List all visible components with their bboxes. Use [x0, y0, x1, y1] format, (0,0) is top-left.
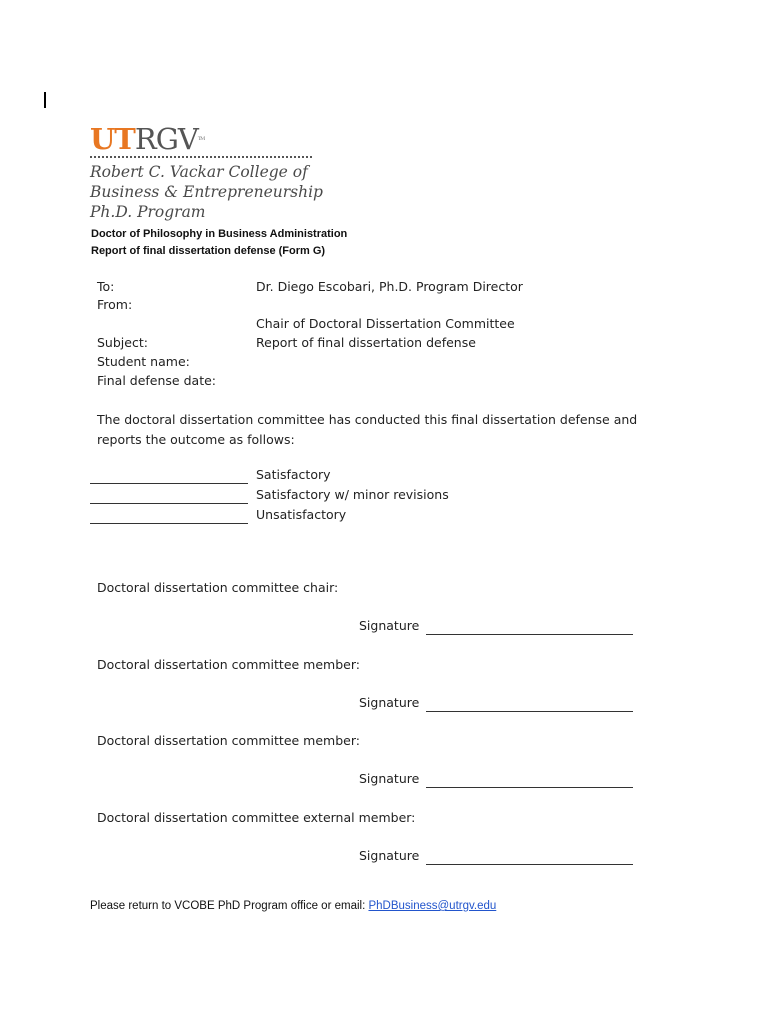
program-title: Doctor of Philosophy in Business Administration [91, 228, 348, 240]
logo-ut: UT [90, 122, 135, 156]
from-value: Chair of Doctoral Dissertation Committee [256, 316, 515, 331]
subject-label: Subject: [97, 335, 148, 350]
chair-signature-line[interactable] [426, 634, 633, 635]
outcome-minor-revisions: Satisfactory w/ minor revisions [256, 487, 449, 502]
external-member-signature-label: Signature [359, 848, 420, 863]
college-name-line1: Robert C. Vackar College of [90, 163, 308, 181]
form-title: Report of final dissertation defense (Form G) [91, 245, 326, 257]
from-label: From: [97, 297, 133, 312]
outcome-unsatisfactory: Unsatisfactory [256, 507, 347, 522]
committee-external-member-label: Doctoral dissertation committee external member: [97, 810, 416, 825]
to-label: To: [97, 279, 115, 294]
logo-rgv: RGV [134, 122, 198, 156]
member-2-signature-line[interactable] [426, 787, 633, 788]
college-name-line3: Ph.D. Program [90, 203, 206, 221]
committee-chair-label: Doctoral dissertation committee chair: [97, 580, 339, 595]
committee-member-1-label: Doctoral dissertation committee member: [97, 657, 360, 672]
to-value: Dr. Diego Escobari, Ph.D. Program Director [256, 279, 523, 294]
college-name-line2: Business & Entrepreneurship [90, 183, 323, 201]
member-1-signature-label: Signature [359, 695, 420, 710]
email-link[interactable]: PhDBusiness@utrgv.edu [368, 900, 497, 912]
footer-text: Please return to VCOBE PhD Program office or email: [90, 900, 369, 912]
committee-member-2-label: Doctoral dissertation committee member: [97, 733, 360, 748]
outcome-blank-minor-revisions[interactable] [90, 503, 248, 504]
student-name-label: Student name: [97, 354, 190, 369]
outcome-blank-unsatisfactory[interactable] [90, 523, 248, 524]
subject-value: Report of final dissertation defense [256, 335, 476, 350]
external-member-signature-line[interactable] [426, 864, 633, 865]
intro-paragraph: The doctoral dissertation committee has conducted this final dissertation defense and reports the outcome as follows: [97, 412, 638, 447]
member-2-signature-label: Signature [359, 771, 420, 786]
utrgv-logo [90, 124, 323, 222]
defense-date-label: Final defense date: [97, 373, 216, 388]
outcome-satisfactory: Satisfactory [256, 467, 331, 482]
logo-wordmark [90, 124, 323, 154]
form-heading [91, 226, 347, 260]
outcome-blank-satisfactory[interactable] [90, 483, 248, 484]
logo-divider [90, 156, 312, 158]
text-cursor [44, 92, 46, 108]
footer-note [90, 900, 496, 912]
logo-tm: TM [197, 136, 205, 142]
member-1-signature-line[interactable] [426, 711, 633, 712]
chair-signature-label: Signature [359, 618, 420, 633]
